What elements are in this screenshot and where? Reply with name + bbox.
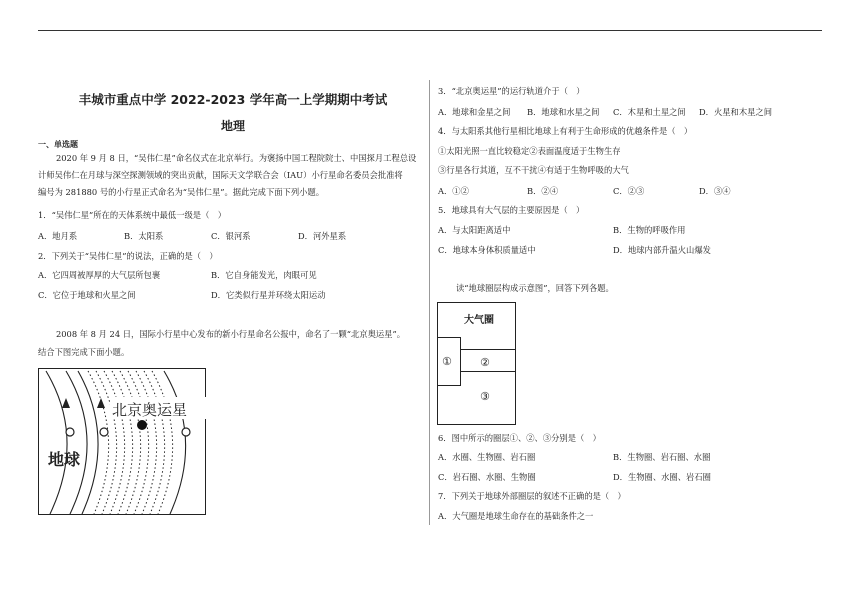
earth-spheres-diagram xyxy=(437,302,519,426)
q3-stem: 3．“北京奥运星”的运行轨道介于（ ） xyxy=(438,86,585,96)
q6-option-d[interactable]: D．生物圈、水圈、岩石圈 xyxy=(613,472,711,482)
q3-option-b[interactable]: B．地球和水星之间 xyxy=(527,107,600,117)
q4-statement: ①太阳光照一直比较稳定②表面温度适于生物生存 xyxy=(438,146,621,156)
q5-option-c[interactable]: C．地球本身体积质量适中 xyxy=(438,245,536,255)
q4-option-b[interactable]: B．②④ xyxy=(527,186,558,196)
q2-option-d[interactable]: D．它类似行星并环绕太阳运动 xyxy=(211,290,326,300)
q4-option-c[interactable]: C．②③ xyxy=(613,186,645,196)
header-rule xyxy=(38,30,822,31)
q5-stem: 5．地球具有大气层的主要原因是（ ） xyxy=(438,205,585,215)
passage1-line: 计师吴伟仁在月球与深空探测领域的突出贡献，国际天文学联合会（IAU）小行星命名委员会批准将 xyxy=(38,170,403,180)
q2-option-c[interactable]: C．它位于地球和火星之间 xyxy=(38,290,136,300)
q6-option-a[interactable]: A．水圈、生物圈、岩石圈 xyxy=(438,452,536,462)
q3-option-c[interactable]: C．木星和土星之间 xyxy=(613,107,686,117)
sphere-label-3: ③ xyxy=(480,390,490,403)
q4-stem: 4．与太阳系其他行星相比地球上有利于生命形成的优越条件是（ ） xyxy=(438,126,693,136)
q1-option-c[interactable]: C．银河系 xyxy=(211,231,251,241)
q1-option-d[interactable]: D．河外星系 xyxy=(298,231,347,241)
orbit-diagram xyxy=(38,368,206,515)
q6-stem: 6．图中所示的圈层①、②、③分别是（ ） xyxy=(438,433,601,443)
q1-stem: 1．“吴伟仁星”所在的天体系统中最低一级是（ ） xyxy=(38,210,226,220)
planet-marker-icon xyxy=(182,428,190,436)
passage1-line: 2020 年 9 月 8 日，“吴伟仁星”命名仪式在北京举行。为褒扬中国工程院院士、中国探月工程总设 xyxy=(56,153,417,163)
q5-option-b[interactable]: B．生物的呼吸作用 xyxy=(613,225,686,235)
q1-option-b[interactable]: B．太阳系 xyxy=(124,231,164,241)
q3-option-d[interactable]: D．火星和木星之间 xyxy=(699,107,773,117)
asteroid-label: 北京奥运星 xyxy=(112,401,188,419)
q4-option-a[interactable]: A．①② xyxy=(438,186,469,196)
q6-option-b[interactable]: B．生物圈、岩石圈、水圈 xyxy=(613,452,711,462)
q5-option-a[interactable]: A．与太阳距离适中 xyxy=(438,225,511,235)
q2-option-a[interactable]: A．它四周被厚厚的大气层所包裹 xyxy=(38,270,161,280)
passage2-line: 2008 年 8 月 24 日，国际小行星中心发布的新小行星命名公报中，命名了一颗“北京奥运星”。 xyxy=(56,329,406,339)
q6-option-c[interactable]: C．岩石圈、水圈、生物圈 xyxy=(438,472,536,482)
passage2-line: 结合下图完成下面小题。 xyxy=(38,347,130,357)
q5-option-d[interactable]: D．地球内部升温火山爆发 xyxy=(613,245,711,255)
earth-label: 地球 xyxy=(48,450,81,469)
section-heading: 一、单选题 xyxy=(38,140,78,149)
passage3: 读“地球圈层构成示意图”，回答下列各题。 xyxy=(456,283,614,293)
q2-option-b[interactable]: B．它自身能发光，肉眼可见 xyxy=(211,270,317,280)
q3-option-a[interactable]: A．地球和金星之间 xyxy=(438,107,511,117)
q2-stem: 2．下列关于“吴伟仁星”的说法，正确的是（ ） xyxy=(38,251,218,261)
planet-marker-icon xyxy=(66,428,74,436)
column-divider xyxy=(429,80,430,525)
q1-option-a[interactable]: A．地月系 xyxy=(38,231,78,241)
passage1-line: 编号为 281880 号的小行星正式命名为“吴伟仁星”。据此完成下面下列小题。 xyxy=(38,187,325,197)
atmosphere-label: 大气圈 xyxy=(464,315,494,326)
earth-marker-icon xyxy=(100,428,108,436)
subject-title: 地理 xyxy=(220,119,245,133)
q7-option-a[interactable]: A．大气圈是地球生命存在的基础条件之一 xyxy=(438,511,594,521)
asteroid-marker-icon xyxy=(137,420,147,430)
q4-option-d[interactable]: D．③④ xyxy=(699,186,731,196)
q7-stem: 7．下列关于地球外部圈层的叙述不正确的是（ ） xyxy=(438,491,626,501)
sphere-label-1: ① xyxy=(442,355,452,368)
sphere-label-2: ② xyxy=(480,356,490,369)
exam-title: 丰城市重点中学 2022-2023 学年高一上学期期中考试 xyxy=(78,92,388,107)
q4-statement: ③行星各行其道，互不干扰④有适于生物呼吸的大气 xyxy=(438,165,629,175)
